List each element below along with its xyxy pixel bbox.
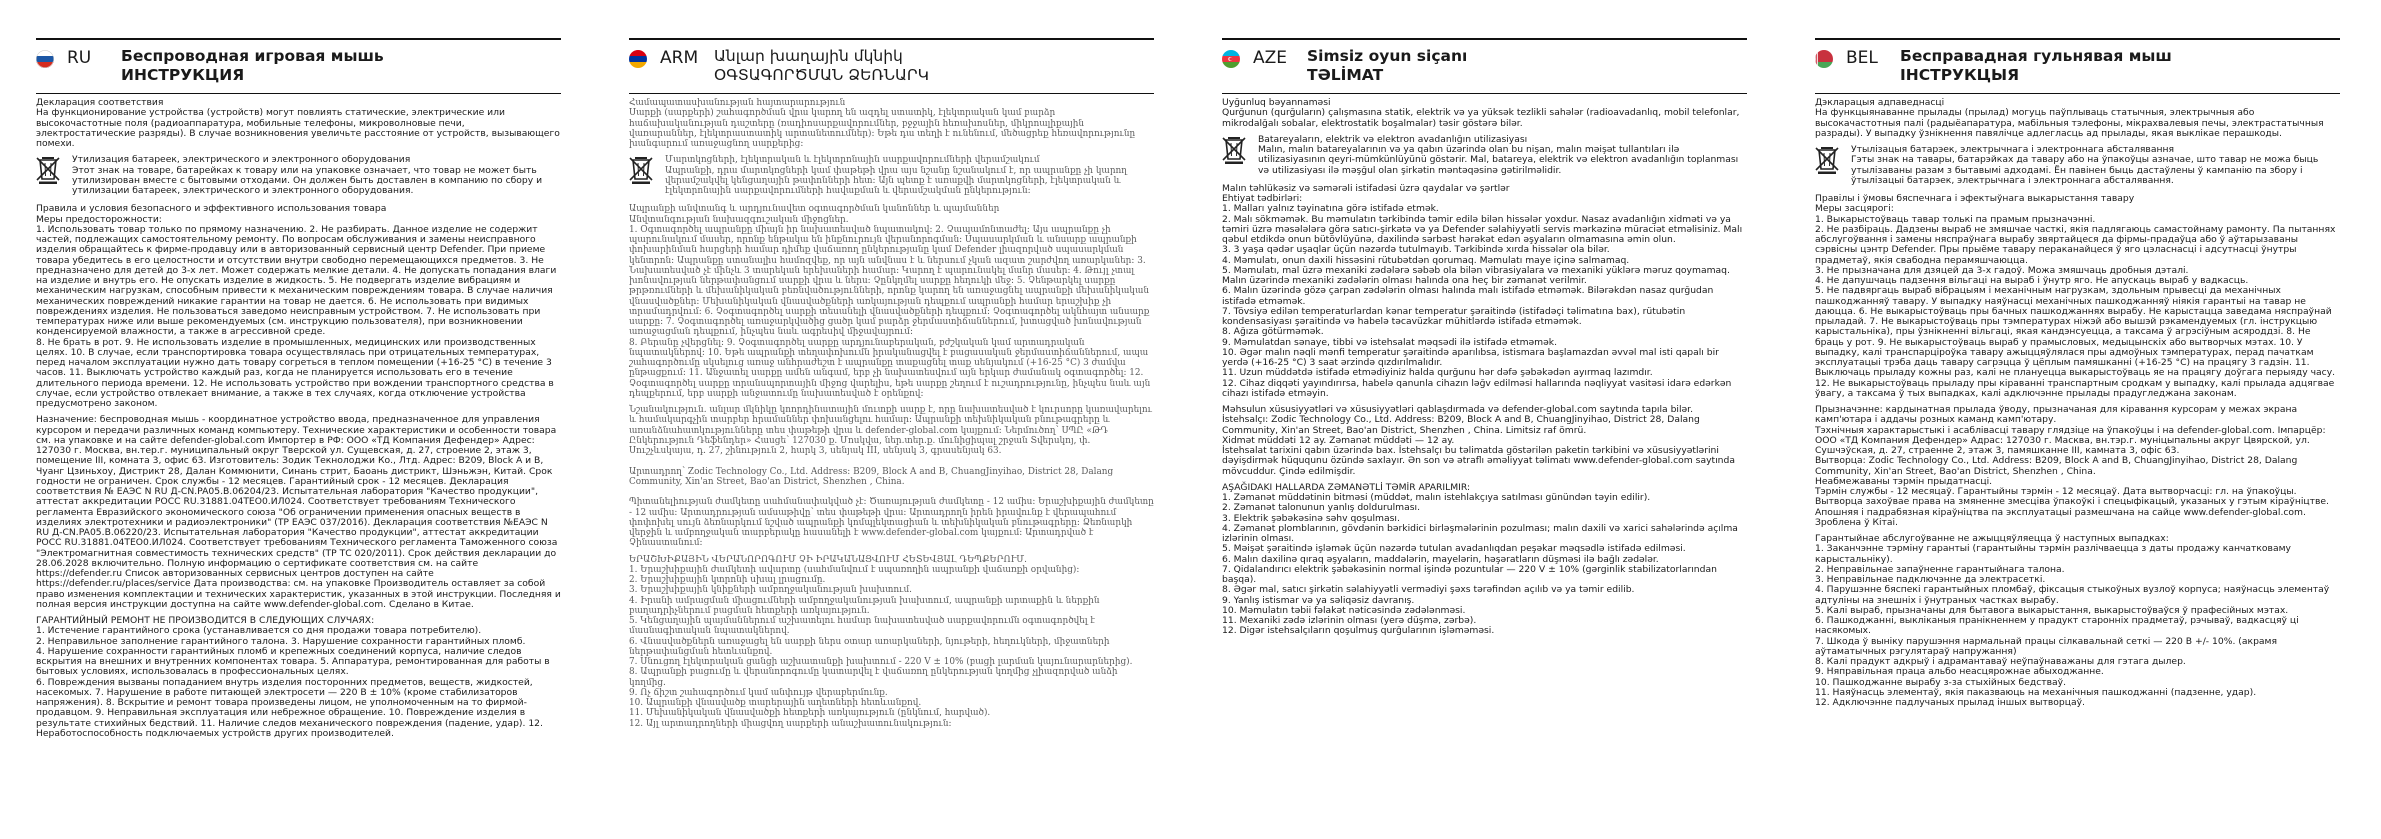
safety-rules: Ապրանքի անվտանգ և արդյունավետ օգտագործման կանոններ և պայմաններ Անվտանգության նախազգուշական միջոցներ. 1. Օգտագործել ապրանքը միայն իր նախատեսված նպատակով: 2. Չապամոնտաժել: Այս ապրանքը չի պարունակում մասեր, որոնք ենթակա են ինքնուրույն վերանորոգման: Սպասարկման և անսարք ապրանքի փոխարինման հարցերի համար դիմեք վաճառող ընկերությանը կամ Defender լիազորված սպասարկման կենտրոն: Ապրանքը ստանալիս համոզվեք, որ այն անվնաս է և ներսում չկան ազատ շարժվող առարկաներ: 3. Նախատեսված չէ մինչև 3 տարեկան երեխաների համար: Կարող է պարունակել մանր մասեր: 4. Թույլ չտալ խոնավության ներթափանցում սարքի վրա և ներս: Չընկղմել սարքը հեղուկի մեջ: 5. Չենթարկել սարքը թրթռումների և մեխանիկական բեռնվածությունների, որոնք կարող են առաջացնել ապրանքի մեխանիկական վնասվածքներ: Մեխանիկական վնասվածքների առկայության դեպքում ապրանքի համար երաշխիք չի տրամադրվում: 6. Չօգտագործել սարքի տեսանելի վնասվածքների դեպքում: Չօգտագործել ակնհայտ անսարք սարքը: 7. Չօգտագործել առաջարկվածից ցածր կամ բարձր ջերմաստիճաններում, խտացված խոնավության առաջացման դեպքում, ինչպես նաև ագրեսիվ միջավայրում: 8. Բերանը չվերցնել: 9. Չօգտագործել սարքը արդյունաբերական, բժշկական կամ արտադրական նպատակներով: 10. Եթե ապրանքի տեղափոխումն իրականացվել է բացասական ջերմաստիճաններում, ապա շահագործումը սկսելուց առաջ անհրաժեշտ է ապրանքը տաքացնել տաք սենյակում (+16-25 °С) 3 ժամվա ընթացքում: 11. Անջատել սարքը ամեն անգամ, երբ չի նախատեսվում այն երկար ժամանակ օգտագործել: 12. Չօգտագործել սարքը տրանսպորտային միջոց վարելիս, եթե սարքը շեղում է ուշադրությունը, ինչպես նաև այն դեպքերում, երբ սարքի անջատումը նախատեսված է օրենքով: — [629, 204, 1151, 399]
document-type: ІНСТРУКЦЫЯ — [1900, 65, 2020, 84]
product-info: Прызначэнне: кардынатная прылада ўводу, прызначаная для кіравання курсорам у межах экрана камп'ютара і аддачы розных каманд камп'ютару. Тэхнічныя характарыстыкі і асаблівасці тавару глядзіце на ўпакоўцы і на defender-global.com. Імпарцёр: ООО «ТД Компания Дефендер» Адрас: 127030 г. Масква, вн.тэр.г. муніцыпальны акруг Цвярской, ул. Сушчэўская, д. 27, страенне 2, этаж 3, памяшканне III, камната 3, офіс 63. Вытворца: Zodic Technology Co., Ltd. Address: B209, Block A and B, ChuangJinyihao, District 28, Dalang Community, Xin'an Street, Bao'an District, Shenzhen , China. Неабмежаваны тэрмін прыдатнасці. Тэрмін службы - 12 месяцаў. Гарантыйны тэрмін - 12 месяцаў. Дата вытворчасці: гл. на ўпакоўцы. Вытворца захоўвае права на змяненне змесціва ўпакоўкі і спецыфікацый, указаных у гэтым кіраўніцтве. Апошняя і падрабязная кіраўніцтва па эксплуатацыі размешчана на сайце www.defender-global.com. Зроблена ў Кітаі. — [1815, 404, 2329, 528]
section-body — [629, 98, 1154, 729]
product-info: Məhsulun xüsusiyyətləri və xüsusiyyətləri qablaşdırmada və defender-global.com saytında tapıla bilər. İstehsalçı: Zodic Technology Co., Ltd. Address: B209, Block A and B, ChuangJinyihao, District 28, Dalang Community, Xin'an Street, Bao'an District, Shenzhen , China. Limitsiz raf ömrü. Xidmət müddəti 12 ay. Zəmanət müddəti — 12 ay. İstehsalat tarixini qabın üzərində bax. İstehsalçı bu təlimatda göstərilən paketin tərkibini və xüsusiyyətlərini dəyişdirmək hüququnu özündə saxlayır. Ən son və ətraflı əməliyyat təlimatı www.defender-global.com saytında mövcuddur. Çində edilmişdir. — [1222, 404, 1735, 477]
warranty-exclusions: AŞAĞIDAKI HALLARDA ZƏMANƏTLİ TƏMİR APARILMIR: 1. Zəmanət müddətinin bitməsi (müddət, malın istehlakçıya satılması günündən təyin edilir). 2. Zəmanət talonunun yanlış doldurulması. 3. Elektrik şəbəkəsinə səhv qoşulması. 4. Zəmanət plomblarının, gövdənin bərkidici birləşmələrinin pozulması; malın daxili və xarici sahələrində açılma izlərinin olması. 5. Məişət şəraitində işləmək üçün nəzərdə tutulan avadanlıqdan peşəkar məqsədlə istifadə edilməsi. 6. Malın daxilinə qıraq əşyaların, maddələrin, mayelərin, həşəratların düşməsi ilə bağlı zədələr. 7. Qidalandırıcı elektrik şəbəkəsinin normal işində pozuntular — 220 V ± 10% (gərginlik stabilizatorlarından başqa). 8. Əgər mal, satıcı şirkətin səlahiyyətli vermədiyi şəxs tərəfindən açılıb və ya təmir edilib. 9. Yanlış istismar və ya səliqəsiz davranış. 10. Məmulatın təbii fəlakət nəticəsində zədələnməsi. 11. Mexaniki zədə izlərinin olması (yerə düşmə, zərbə). 12. Digər istehsalçıların qoşulmuş qurğularının işləməməsi. — [1222, 481, 1738, 637]
language-code: ARM — [660, 48, 699, 68]
top-rule — [1222, 38, 1747, 40]
safety-rules: Правілы і ўмовы бяспечнага і эфектыўнага выкарыстання тавару Меры засцярогі: 1. Выкарыстоўваць тавар толькі па прамым прызначэнні. 2. Не разбіраць. Дадзены выраб не змяшчае часткі, якія падлягаюць самастойнаму рамонту. Па пытаннях абслугоўвання і замены няспраўнага вырабу звяртайцеся да фірмы-прадаўца або ў аўтарызаваны сэрвісны цэнтр Defender. Пры прыёме тавару пераканайцеся ў яго цэласнасці і адсутнасці ўнутры прадметаў, якія свабодна перамяшчаюцца. 3. Не прызначана для дзяцей да 3-х гадоў. Можа змяшчаць дробныя дэталі. 4. Не дапушчаць падзення вільгаці на выраб і ўнутр яго. Не апускаць выраб у вадкасць. 5. Не падвяргаць выраб вібрацыям і механічным нагрузкам, здольным прывесці да механічных пашкоджанняў тавару. У выпадку наяўнасці механічных пашкоджанняў ніякія гарантыі на тавар не даюцца. 6. Не выкарыстоўваць пры бачных пашкоджаннях вырабу. Не карыстацца заведама няспраўнай прыладай. 7. Не выкарыстоўваць пры тэмпературах ніжэй або вышэй рэкамендуемых (гл. інструкцыю карыстальніка), пры ўзнікненні вільгаці, якая кандэнсуецца, а таксама ў агрэсіўным асяроддзі. 8. Не браць у рот. 9. Не выкарыстоўваць выраб у прамысловых, медыцынскіх або вытворчых мэтах. 10. У выпадку, калі транспарціроўка тавару ажыццяўлялася пры адмоўных тэмпературах, перад пачаткам эксплуатацыі трэба даць тавару сагрэцца ў цёплым памяшканні (+16-25 °С) на працягу 3 гадзін. 11. Выключаць прыладу кожны раз, калі не плануецца выкарыстоўваць яе на працягу доўгага перыяду часу. 12. Не выкарыстоўваць прыладу пры кіраванні транспартным сродкам у выпадку, калі прылада адцягвае ўвагу, а таксама ў тых выпадках, калі адключэнне прылады прадугледжана законам. — [1815, 193, 2336, 399]
armenia-flag-icon — [629, 50, 647, 68]
section-aze — [1222, 38, 1747, 833]
product-name: Бесправадная гульнявая мыш — [1900, 47, 2172, 65]
product-name: Անլար խաղային մկնիկ — [714, 47, 903, 65]
product-info: Назначение: беспроводная мышь - координатное устройство ввода, предназначенное для управления курсором и передачи различных команд компьютеру. Технические характеристики и особенности товара см. на упаковке и на сайте defender-global.com Импортер в РФ: ООО «ТД Компания Дефендер» Адрес: 127030 г. Москва, вн.тер.г. муниципальный округ Тверской ул. Сущевская, д. 27, строение 2, этаж 3, помещение III, комната 3, офис 63. Изготовитель: Зодик Текнолоджи Ко., Лтд. Адрес: B209, Block A и B, Чуанг Цзиньхоу, Дистрикт 28, Далан Коммюнити, Синань стрит, Баоань дистрикт, Шэньжэн, Китай. Срок годности не ограничен. Срок службы - 12 месяцев. Гарантийный срок - 12 месяцев. Декларация соответствия № ЕАЭС N RU Д-CN.PA05.B.06204/23. Испытательная лаборатория "Качество продукции", аттестат аккредитации РОСС RU.31881.04ТЕО0.ИЛ024. Соответствует требованиям Технического регламента Евразийского экономического союза "Об ограничении применения опасных веществ в изделиях электротехники и радиоэлектроники" (ТР ЕАЭС 037/2016). Декларация соответствия №ЕАЭС N RU Д-CN.PA05.B.06220/23. Испытательная лаборатория "Качество продукции", аттестат аккредитации РОСС RU.31881.04ТЕО0.ИЛ024. Соответствует требованиям Технического регламента Таможенного союза "Электромагнитная совместимость технических средств" (ТР ТС 020/2011). Срок действия декларации до 28.06.2028 включительно. Полную информацию о сертификате соответствия см. на сайте https://defender.ru Список авторизованных сервисных центров доступен на сайте https://defender.ru/places/service Дата производства: см. на упаковке Производитель оставляет за собой право изменения комплектации и технических характеристик, указанных в этой инструкции. Последняя и полная версия инструкции доступна на сайте www.defender-global.com. Сделано в Китае. — [36, 414, 561, 610]
page-title — [121, 47, 384, 84]
recycling-text: Утилизация батареек, электрического и электронного оборудования Этот знак на товаре, батарейках к товару или на упаковке означает, что товар не может быть утилизирован вместе с бытовыми отходами. Он должен быть доставлен в компанию по сбору и утилизации батареек, электрического и электронного оборудования. — [72, 154, 543, 196]
crossed-bin-icon — [1815, 145, 1843, 186]
top-rule — [629, 38, 1154, 40]
section-header — [629, 47, 1154, 93]
section-body — [1222, 98, 1747, 637]
belarus-flag-icon — [1815, 50, 1833, 68]
conformity-declaration: Uyğunluq bəyannaməsi Qurğunun (qurğuların) çalışmasına statik, elektrik və ya yüksək tezlikli sahələr (radioavadanlıq, mobil telefonlar, mikrodalğalı sobalar, elektrostatik boşalmalar) təsir göstərə bilər. — [1222, 97, 1740, 129]
top-rule — [1815, 38, 2340, 40]
conformity-declaration: Декларация соответствия На функционирование устройства (устройств) могут повлиять статические, электрические или высокочастотные поля (радиоаппаратура, мобильные телефоны, микроволновые печи, электростатические разряды). В случае возникновения увеличьте расстояние от устройств, вызывающего помехи. — [36, 97, 560, 149]
section-header — [1815, 47, 2340, 93]
section-header — [1222, 47, 1747, 93]
recycling-notice — [1815, 145, 2340, 186]
divider — [1815, 93, 2340, 94]
page-title — [1307, 47, 1467, 84]
crossed-bin-icon — [629, 155, 657, 196]
recycling-notice — [36, 155, 561, 196]
safety-rules: Правила и условия безопасного и эффективного использования товара Меры предосторожности: 1. Использовать товар только по прямому назначению. 2. Не разбирать. Данное изделие не содержит частей, подлежащих самостоятельному ремонту. По вопросам обслуживания и замены неисправного изделия обращайтесь к фирме-продавцу или в авторизованный сервисный центр Defender. При приеме товара убедитесь в его целостности и отсутствии внутри свободно перемещающихся предметов. 3. Не предназначено для детей до 3-х лет. Может содержать мелкие детали. 4. Не допускать попадания влаги на изделие и внутрь его. Не опускать изделие в жидкость. 5. Не подвергать изделие вибрациям и механическим нагрузкам, способным привести к механическим повреждениям товара. В случае наличия механических повреждений никакие гарантии на товар не дается. 6. Не использовать при видимых повреждениях изделия. Не пользоваться заведомо неисправным устройством. 7. Не использовать при температурах ниже или выше рекомендуемых (см. инструкцию пользователя), при возникновении конденсируемой влажности, а также в агрессивной среде. 8. Не брать в рот. 9. Не использовать изделие в промышленных, медицинских или производственных целях. 10. В случае, если транспортировка товара осуществлялась при отрицательных температурах, перед началом эксплуатации нужно дать товару согреться в теплом помещении (+16-25 °С) в течение 3 часов. 11. Выключать устройство каждый раз, когда не планируется использовать его в течение длительного периода времени. 12. Не использовать устройство при вождении транспортного средства в случае, если устройство отвлекает внимание, а также в тех случаях, когда отключение устройства предусмотрено законом. — [36, 203, 557, 409]
safety-rules: Malın təhlükəsiz və səmərəli istifadəsi üzrə qaydalar və şərtlər Ehtiyat tədbirləri: 1. Malları yalnız təyinatına görə istifadə etmək. 2. Malı sökməmək. Bu məmulatın tərkibində təmir edilə bilən hissələr yoxdur. Nasaz avadanlığın xidməti və ya təmiri üzrə məsələlərə görə satıcı-şirkətə və ya Defender səlahiyyətli servis mərkəzinə müraciət etməlisiniz. Malı qəbul etdikdə onun bütövlüyünə, daxilində sərbəst hərəkət edən əşyaların olmamasına əmin olun. 3. 3 yaşa qədər uşaqlar üçün nəzərdə tutulmayıb. Tərkibində xırda hissələr ola bilər. 4. Məmulatı, onun daxili hissəsini rütubətdən qorumaq. Məmulatı maye içinə salmamaq. 5. Məmulatı, mal üzrə mexaniki zədələrə səbəb ola bilən vibrasiyalara və mexaniki yüklərə məruz qoymamaq. Malın üzərində mexaniki zədələrin olması halında ona heç bir zəmanət verilmir. 6. Malın üzərində gözə çarpan zədələrin olması halında malı istifadə etməmək. Bilərəkdən nasaz qurğudan istifadə etməmək. 7. Tövsiyə edilən temperaturlardan kənar temperatur şəraitində (istifadəçi təlimatına bax), rütubətin kondensasiyası şəraitində və habelə təcavüzkar mühitlərdə istifadə etməmək. 8. Ağıza götürməmək. 9. Məmulatdan sənaye, tibbi və istehsalat məqsədi ilə istifadə etməmək. 10. Əgər malın nəqli mənfi temperatur şəraitində aparılıbsa, istismara başlamazdan əvvəl mal isti qapalı bir yerdə (+16-25 °С) 3 saat ərzində qızdırılmalıdır. 11. Uzun müddətdə istifadə etmədiyiniz halda qurğunu hər dəfə şəbəkədən ayırmaq lazımdır. 12. Cihaz diqqəti yayındırırsa, habelə qanunla cihazın ləğv edilməsi hallarında nəqliyyat vasitəsi idarə edərkən cihazı istifadə etməyin. — [1222, 182, 1743, 399]
warranty-exclusions: ԵՐԱՇԽԻՔԱՅԻՆ ՎԵՐԱՆՈՐՈԳՈՒՄ ՉԻ ԻՐԱԿԱՆԱՑՎՈՒՄ ՀԵՏԵՎՅԱԼ ԴԵՊՔԵՐՈՒՄ. 1. Երաշխիքային ժամկետի ավարտը (սահմանվում է սպառողին ապրանքի վաճառքի օրվանից): 2. Երաշխիքային կտրոնի սխալ լրացումը. 3. Երաշխիքային կնիքների ամբողջականության խախտում. 4. Իրանի ամրացման միացումների ամբողջականության խախտում, ապրանքի արտաքին և ներքին բաղադրիչներում բացման հետքերի առկայություն. 5. Կենցաղային պայմաններում աշխատելու համար նախատեսված սարքավորումն օգտագործվել է մասնագիտական նպատակներով. 6. Վնասվածքներն առաջացել են սարքի ներս օտար առարկաների, նյութերի, հեղուկների, միջատների ներթափանցման հետևանքով. 7. Սնուցող էլեկտրական ցանցի աշխատանքի խախտում - 220 V ± 10% (բացի լարման կայունարարներից). 8. Ապրանքի բացումը և վերանորոգումը կատարվել է վաճառող ընկերության կողմից չլիազորված անձի կողմից. 9. Ոչ ճիշտ շահագործում կամ անփույթ վերաբերմունք. 10. Ապրանքի վնասվածք տարերային աղետների հետևանքով. 11. Մեխանիկական վնասվածքի հետքերի առկայություն (ընկնում, հարված). 12. Այլ արտադրողների միացվող սարքերի անաշխատունակություն: — [629, 554, 1133, 729]
recycling-text: Batareyaların, elektrik və elektron avadanlığın utilizasiyası Malın, malın batareyalarının və ya qabın üzərində olan bu nişan, malın məişət tullantıları ilə utilizasiyasının qeyri-mümkünlüyünü göstərir. Mal, batareya, elektrik və elektron avadanlığın toplanması və utilizasiyası ilə məşğul olan şirkətin məntəqəsinə gətirilməlidir. — [1258, 133, 1739, 176]
document-type: ИНСТРУКЦИЯ — [121, 65, 245, 84]
azerbaijan-flag-icon — [1222, 50, 1240, 68]
language-code: AZE — [1253, 48, 1288, 68]
top-rule — [36, 38, 561, 40]
section-body — [36, 98, 561, 739]
document-type: ՕԳՏԱԳՈՐԾՄԱՆ ՁԵՌՆԱՐԿ — [714, 65, 929, 84]
page-title — [714, 47, 929, 84]
conformity-declaration: Дэкларацыя адпаведнасці На функцыянаванне прылады (прылад) могуць паўплываць статычныя, электрычныя або высокачастотныя палі (радыёапаратура, мабільныя тэлефоны, мікрахвалевыя печы, электрастатычныя разрады). У выпадку ўзнікнення павялічце адлегласць ад прылады, якая выклікае перашкоды. — [1815, 97, 2324, 139]
warranty-exclusions: Гарантыйнае абслугоўванне не ажыццяўляецца ў наступных выпадках: 1. Заканчэнне тэрміну гарантыі (гарантыйны тэрмін разлічваецца з даты продажу канчатковаму карыстальніку). 2. Неправільнае запаўненне гарантыйнага талона. 3. Неправільнае падключэнне да электрасеткі. 4. Парушэнне бяспекі гарантыйных пломбаў, фіксацыя стыкоўных вузлоў корпуса; наяўнасць элементаў адтуліны на знешніх і ўнутраных частках вырабу. 5. Калі выраб, прызначаны для бытавога выкарыстання, выкарыстоўваўся ў прафесійных мэтах. 6. Пашкоджанні, выкліканыя пранікненнем у прадукт старонніх прадметаў, рэчываў, вадкасцяў ці насякомых. 7. Шкода ў выніку парушэння нармальнай працы сілкавальнай сеткі — 220 В +/- 10%. (акрамя аўтаматычных рэгулятараў напружання) 8. Калі прадукт адкрыў і адрамантаваў неўпаўнаважаны для гэтага дылер. 9. Няправільная праца альбо неасцярожнае абыходжанне. 10. Пашкоджанне вырабу з-за стыхійных бедстваў. 11. Наяўнасць элементаў, якія паказваюць на механічныя пашкоджанні (падзенне, удар). 12. Адключэнне падлучаных прылад іншых вытворцаў. — [1815, 533, 2330, 708]
recycling-text: Մարտկոցների, էլեկտրական և էլեկտրոնային սարքավորումների վերամշակում Ապրանքի, դրա մարտկոցների կամ փաթեթի վրա այս նշանը նշանակում է, որ ապրանքը չի կարող վերամշակվել կենցաղային թափոնների հետ: Այն պետք է առաքվի մարտկոցների, էլեկտրական և էլեկտրոնային սարքավորումների հավաքման և վերամշակման ընկերություն: — [665, 155, 1127, 196]
divider — [36, 93, 561, 94]
section-ru — [36, 38, 561, 833]
document-type: TƏLİMAT — [1307, 65, 1384, 84]
crossed-bin-icon — [1222, 135, 1250, 176]
product-name: Беспроводная игровая мышь — [121, 47, 384, 65]
recycling-notice — [629, 155, 1154, 196]
warranty-exclusions: ГАРАНТИЙНЫЙ РЕМОНТ НЕ ПРОИЗВОДИТСЯ В СЛЕДУЮЩИХ СЛУЧАЯХ: 1. Истечение гарантийного срока (устанавливается со дня продажи товара потребителю). 2. Неправильное заполнение гарантийного талона. 3. Нарушение сохранности гарантийных пломб. 4. Нарушение сохранности гарантийных пломб и крепежных соединений корпуса, наличие следов вскрытия на внешних и внутренних компонентах товара. 5. Аппаратура, ремонтированная для работы в бытовых условиях, использовалась в профессиональных целях. 6. Повреждения вызваны попаданием внутрь изделия посторонних предметов, веществ, жидкостей, насекомых. 7. Нарушение в работе питающей электросети — 220 В ± 10% (кроме стабилизаторов напряжения). 8. Вскрытие и ремонт товара произведены лицом, не уполномоченным на то фирмой-продавцом. 9. Неправильная эксплуатация или небрежное обращение. 10. Повреждение изделия в результате стихийных бедствий. 11. Наличие следов механического повреждения (падение, удар). 12. Неработоспособность подключаемых устройств других производителей. — [36, 615, 550, 739]
russia-flag-icon — [36, 50, 54, 68]
section-bel — [1815, 38, 2340, 833]
product-info: Նշանակություն. անլար մկնիկը կոորդինատային մուտքի սարք է, որը նախատեսված է կուրսորը կառավարելու և համակարգչին տարբեր հրամաններ փոխանցելու համար: Ապրանքի տեխնիկական բնութագրերը և առանձնահատկությունները տես փաթեթի վրա և defender-global.com կայքում: Ներմուծող՝ ՍՊԸ «ԹԴ Ընկերություն Դեֆենդեր» Հասցե՝ 127030 ք. Մոսկվա, ներ.տեր.ք. մունիցիպալ շրջան Տվերսկոյ, փ. Սուշչևսկայա, դ. 27, շինություն 2, հարկ 3, սենյակ III, սենյակ 3, գրասենյակ 63. Արտադրող՝ Zodic Technology Co., Ltd. Address: B209, Block A and B, ChuangJinyihao, District 28, Dalang Community, Xin'an Street, Bao'an District, Shenzhen , China. Պիտանելիության ժամկետը սահմանափակված չէ: Ծառայության ժամկետը - 12 ամիս: Երաշխիքային ժամկետը - 12 ամիս: Արտադրության ամսաթիվը՝ տես փաթեթի վրա: Արտադրողն իրեն իրավունք է վերապահում փոփոխել սույն ձեռնարկում նշված ապրանքի կոմպլեկտացիան և տեխնիկական բնութագրերը: Ձեռնարկի վերջին և ամբողջական տարբերակը հասանելի է www.defender-global.com կայքում: Արտադրված է Չինաստանում: — [629, 405, 1154, 549]
recycling-notice — [1222, 135, 1747, 176]
page-title — [1900, 47, 2172, 84]
conformity-declaration: Համապատասխանության հայտարարություն Սարքի (սարքերի) շահագործման վրա կարող են ազդել ստատիկ, էլեկտրական կամ բարձր հաճախականության դաշտերը (ռադիոսարքավորումներ, բջջային հեռախոսներ, միկրոալիքային վառարաններ, էլեկտրաստատիկ արտանետումներ): Եթե դա տեղի է ունենում, մեծացրեք հեռավորությունը խանգարում առաջացնող սարքերից: — [629, 98, 1136, 149]
section-arm — [629, 38, 1154, 833]
divider — [1222, 93, 1747, 94]
language-code: BEL — [1846, 48, 1878, 68]
divider — [629, 93, 1154, 94]
language-code: RU — [67, 48, 92, 68]
product-name: Simsiz oyun siçanı — [1307, 47, 1468, 65]
recycling-text: Утылізацыя батарэек, электрычнага і электроннага абсталявання Гэты знак на тавары, батарэйках да тавару або на ўпакоўцы азначае, што тавар не можа быць утылізаваны разам з бытавымі адходамі. Ён павінен быць дастаўлены ў кампанію па збору і ўтылізацыі батарэек, электрычнага і электроннага абсталявання. — [1851, 144, 2319, 186]
crossed-bin-icon — [36, 155, 64, 196]
section-body — [1815, 98, 2340, 708]
section-header — [36, 47, 561, 93]
